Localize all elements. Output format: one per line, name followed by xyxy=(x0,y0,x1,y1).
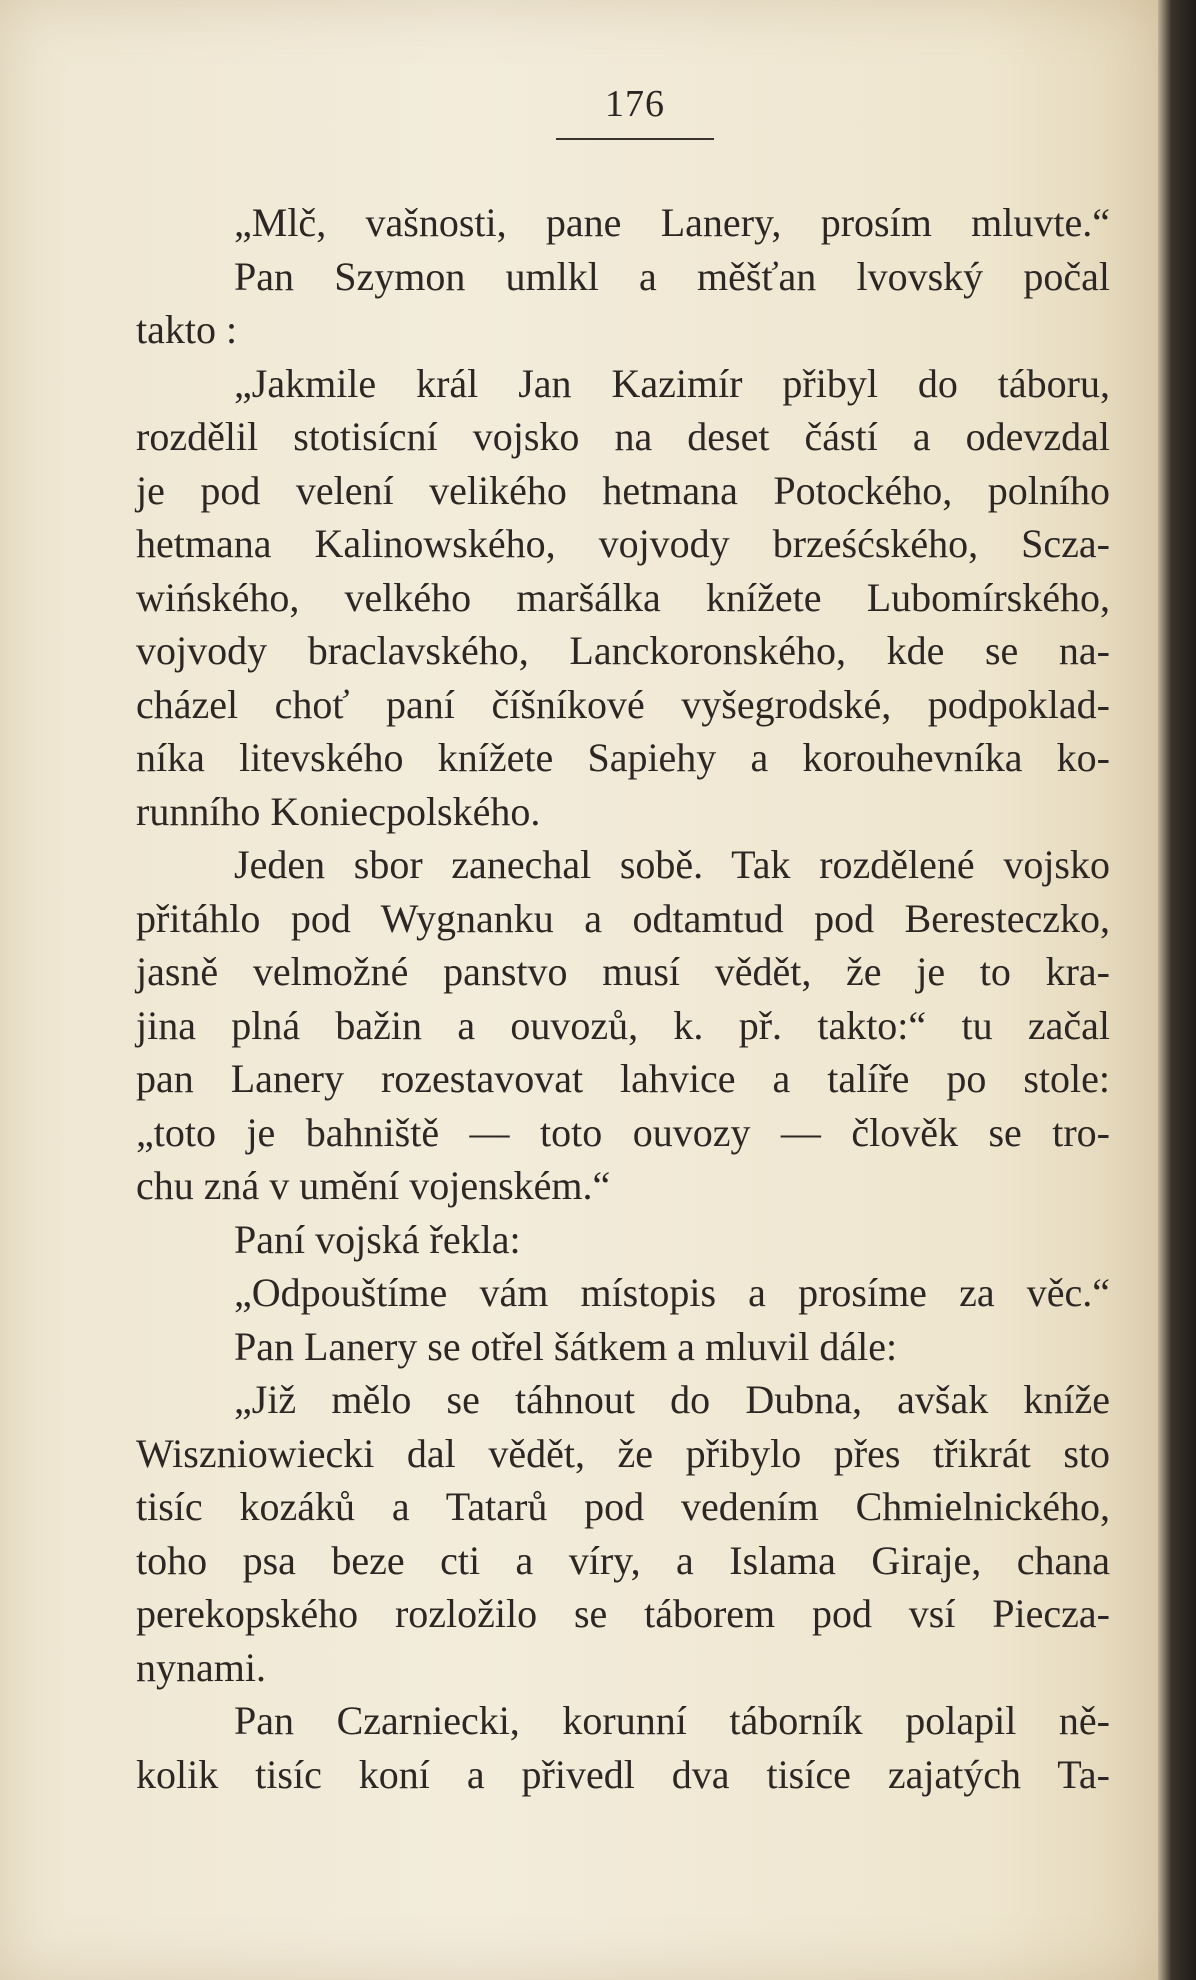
text-line: „Jakmile král Jan Kazimír přibyl do táboru, xyxy=(234,360,1110,406)
book-spine-edge xyxy=(1158,0,1196,1980)
text-line: přitáhlo pod Wygnanku a odtamtud pod Beresteczko, xyxy=(136,895,1110,941)
text-line: vojvody braclavského, Lanckoronského, kde se na- xyxy=(136,628,1110,673)
text-line: „toto je bahniště — toto ouvozy — člověk se tro- xyxy=(136,1109,1110,1155)
text-line: Jeden sbor zanechal sobě. Tak rozdělené vojsko xyxy=(234,842,1110,887)
text-line: nynami. xyxy=(136,1644,266,1690)
text-line: pan Lanery rozestavovat lahvice a talíře po stole: xyxy=(136,1056,1110,1101)
text-line: je pod velení velikého hetmana Potockého, polního xyxy=(136,467,1110,513)
text-line: takto : xyxy=(136,307,238,352)
text-line: Pan Szymon umlkl a měšťan lvovský počal xyxy=(234,253,1110,299)
text-line: wińského, velkého maršálka knížete Lubomírského, xyxy=(136,574,1110,620)
text-line: „Odpouštíme vám místopis a prosíme za věc.“ xyxy=(234,1270,1110,1315)
text-line: jina plná bažin a ouvozů, k. př. takto:“ tu začal xyxy=(136,1002,1110,1048)
text-line: toho psa beze cti a víry, a Islama Giraje, chana xyxy=(136,1537,1110,1583)
text-line: Wiszniowiecki dal vědět, že přibylo přes třikrát sto xyxy=(136,1430,1110,1476)
text-line: rozdělil stotisícní vojsko na deset částí a odevzdal xyxy=(136,414,1110,459)
text-line: perekopského rozložilo se táborem pod vsí Piecza- xyxy=(136,1591,1110,1636)
text-line: tisíc kozáků a Tatarů pod vedením Chmielnického, xyxy=(136,1484,1110,1529)
text-line: chu zná v umění vojenském.“ xyxy=(136,1163,611,1208)
text-line: Pan Czarniecki, korunní táborník polapil ně- xyxy=(234,1698,1110,1743)
page-number: 176 xyxy=(605,83,665,125)
text-line: „Mlč, vašnosti, pane Lanery, prosím mluvte.“ xyxy=(234,200,1110,245)
text-line: cházel choť paní číšníkové vyšegrodské, podpoklad- xyxy=(136,681,1110,727)
text-line: hetmana Kalinowského, vojvody brześćského, Scza- xyxy=(136,521,1110,566)
text-line: Paní vojská řekla: xyxy=(234,1216,521,1262)
page-body-text xyxy=(136,196,1110,1801)
text-line: jasně velmožné panstvo musí vědět, že je to kra- xyxy=(136,949,1110,994)
text-line: níka litevského knížete Sapiehy a korouhevníka ko- xyxy=(136,735,1110,780)
header-rule xyxy=(556,138,714,140)
text-line: kolik tisíc koní a přivedl dva tisíce zajatých Ta- xyxy=(136,1751,1110,1797)
text-line: „Již mělo se táhnout do Dubna, avšak kníže xyxy=(234,1377,1110,1422)
text-line: runního Koniecpolského. xyxy=(136,788,541,834)
text-line: Pan Lanery se otřel šátkem a mluvil dále: xyxy=(234,1323,898,1369)
